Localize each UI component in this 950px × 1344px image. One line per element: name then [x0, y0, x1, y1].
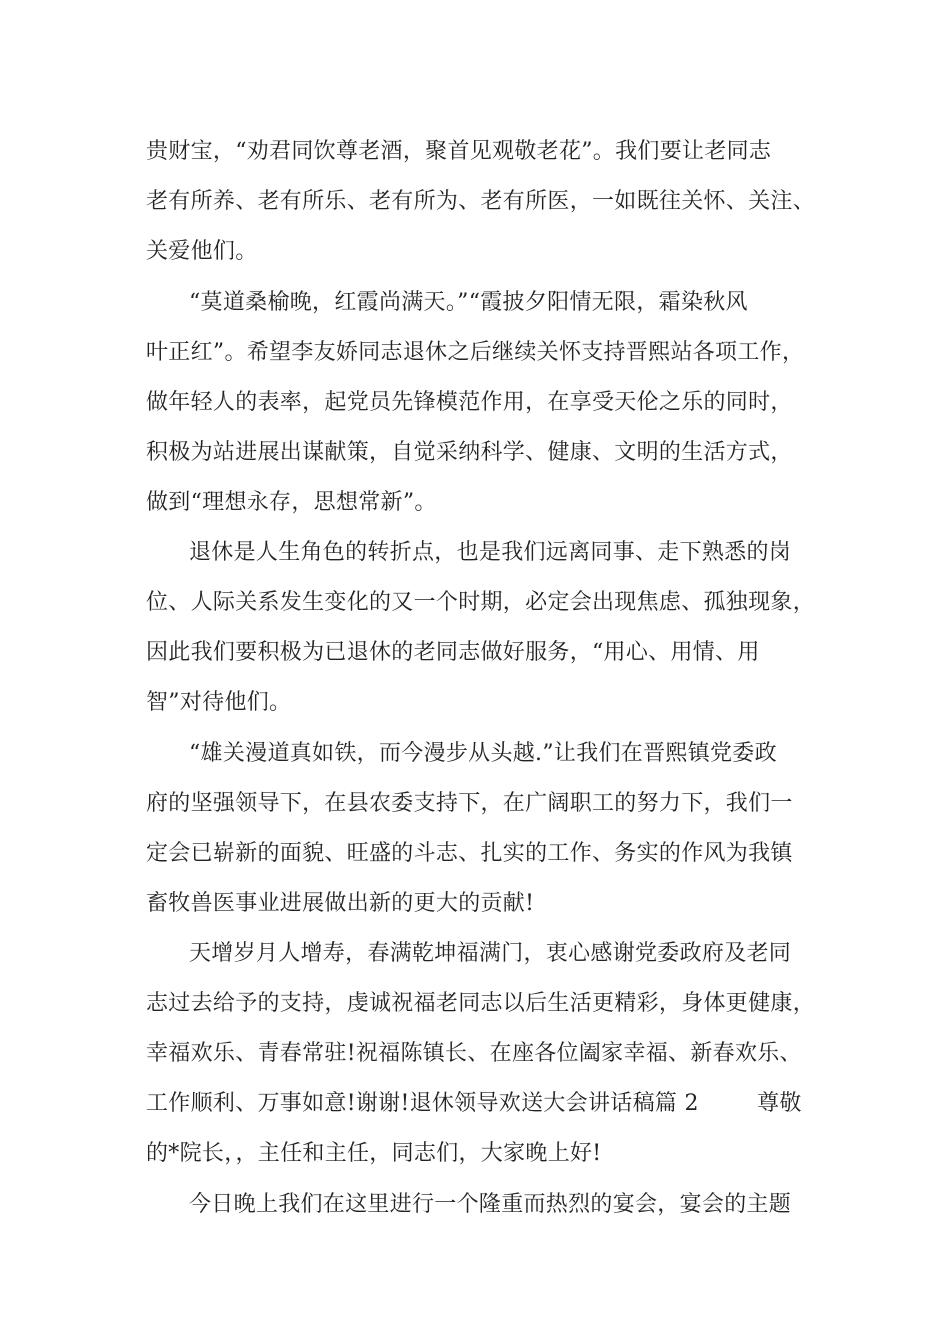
- text-line: 位、人际关系发生变化的又一个时期，必定会出现焦虑、孤独现象，: [146, 590, 816, 615]
- paragraph-first-line: 今日晚上我们在这里进行一个隆重而热烈的宴会，宴会的主题: [189, 1192, 792, 1217]
- text-line: 做年轻人的表率，起党员先锋模范作用，在享受天伦之乐的同时，: [146, 390, 793, 415]
- text-line: 关爱他们。: [146, 239, 258, 264]
- text-line: 工作顺利、万事如意!谢谢!退休领导欢送大会讲话稿篇 2 尊敬: [146, 1091, 802, 1116]
- text-line: 畜牧兽医事业进展做出新的更大的贡献!: [146, 891, 535, 916]
- paragraph-first-line: “莫道桑榆晚，红霞尚满天。”“霞披夕阳情无限，霜染秋风: [189, 290, 748, 315]
- text-line: 贵财宝，“劝君同饮尊老酒，聚首见观敬老花”。我们要让老同志: [146, 139, 772, 164]
- text-line: 定会已崭新的面貌、旺盛的斗志、扎实的工作、务实的作风为我镇: [146, 841, 793, 866]
- text-line: 老有所养、老有所乐、老有所为、老有所医，一如既往关怀、关注、: [146, 189, 816, 214]
- text-line: 志过去给予的支持，虔诚祝福老同志以后生活更精彩，身体更健康，: [146, 991, 816, 1016]
- paragraph-first-line: 天增岁月人增寿，春满乾坤福满门，衷心感谢党委政府及老同: [189, 941, 792, 966]
- text-line: 智”对待他们。: [146, 690, 292, 715]
- text-line: 叶正红”。希望李友娇同志退休之后继续关怀支持晋熙站各项工作，: [146, 340, 805, 365]
- text-line: 积极为站进展出谋献策，自觉采纳科学、健康、文明的生活方式，: [146, 440, 793, 465]
- text-line: 府的坚强领导下，在县农委支持下，在广阔职工的努力下，我们一: [146, 791, 793, 816]
- text-line: 幸福欢乐、青春常驻!祝福陈镇长、在座各位阖家幸福、新春欢乐、: [146, 1041, 802, 1066]
- paragraph-first-line: “雄关漫道真如铁，而今漫步从头越.”让我们在晋熙镇党委政: [189, 741, 777, 766]
- text-line: 因此我们要积极为已退休的老同志做好服务，“用心、用情、用: [146, 640, 760, 665]
- paragraph-first-line: 退休是人生角色的转折点，也是我们远离同事、走下熟悉的岗: [189, 540, 792, 565]
- text-line: 的*院长，，主任和主任，同志们，大家晚上好!: [146, 1141, 602, 1166]
- text-line: 做到“理想永存，思想常新”。: [146, 490, 437, 515]
